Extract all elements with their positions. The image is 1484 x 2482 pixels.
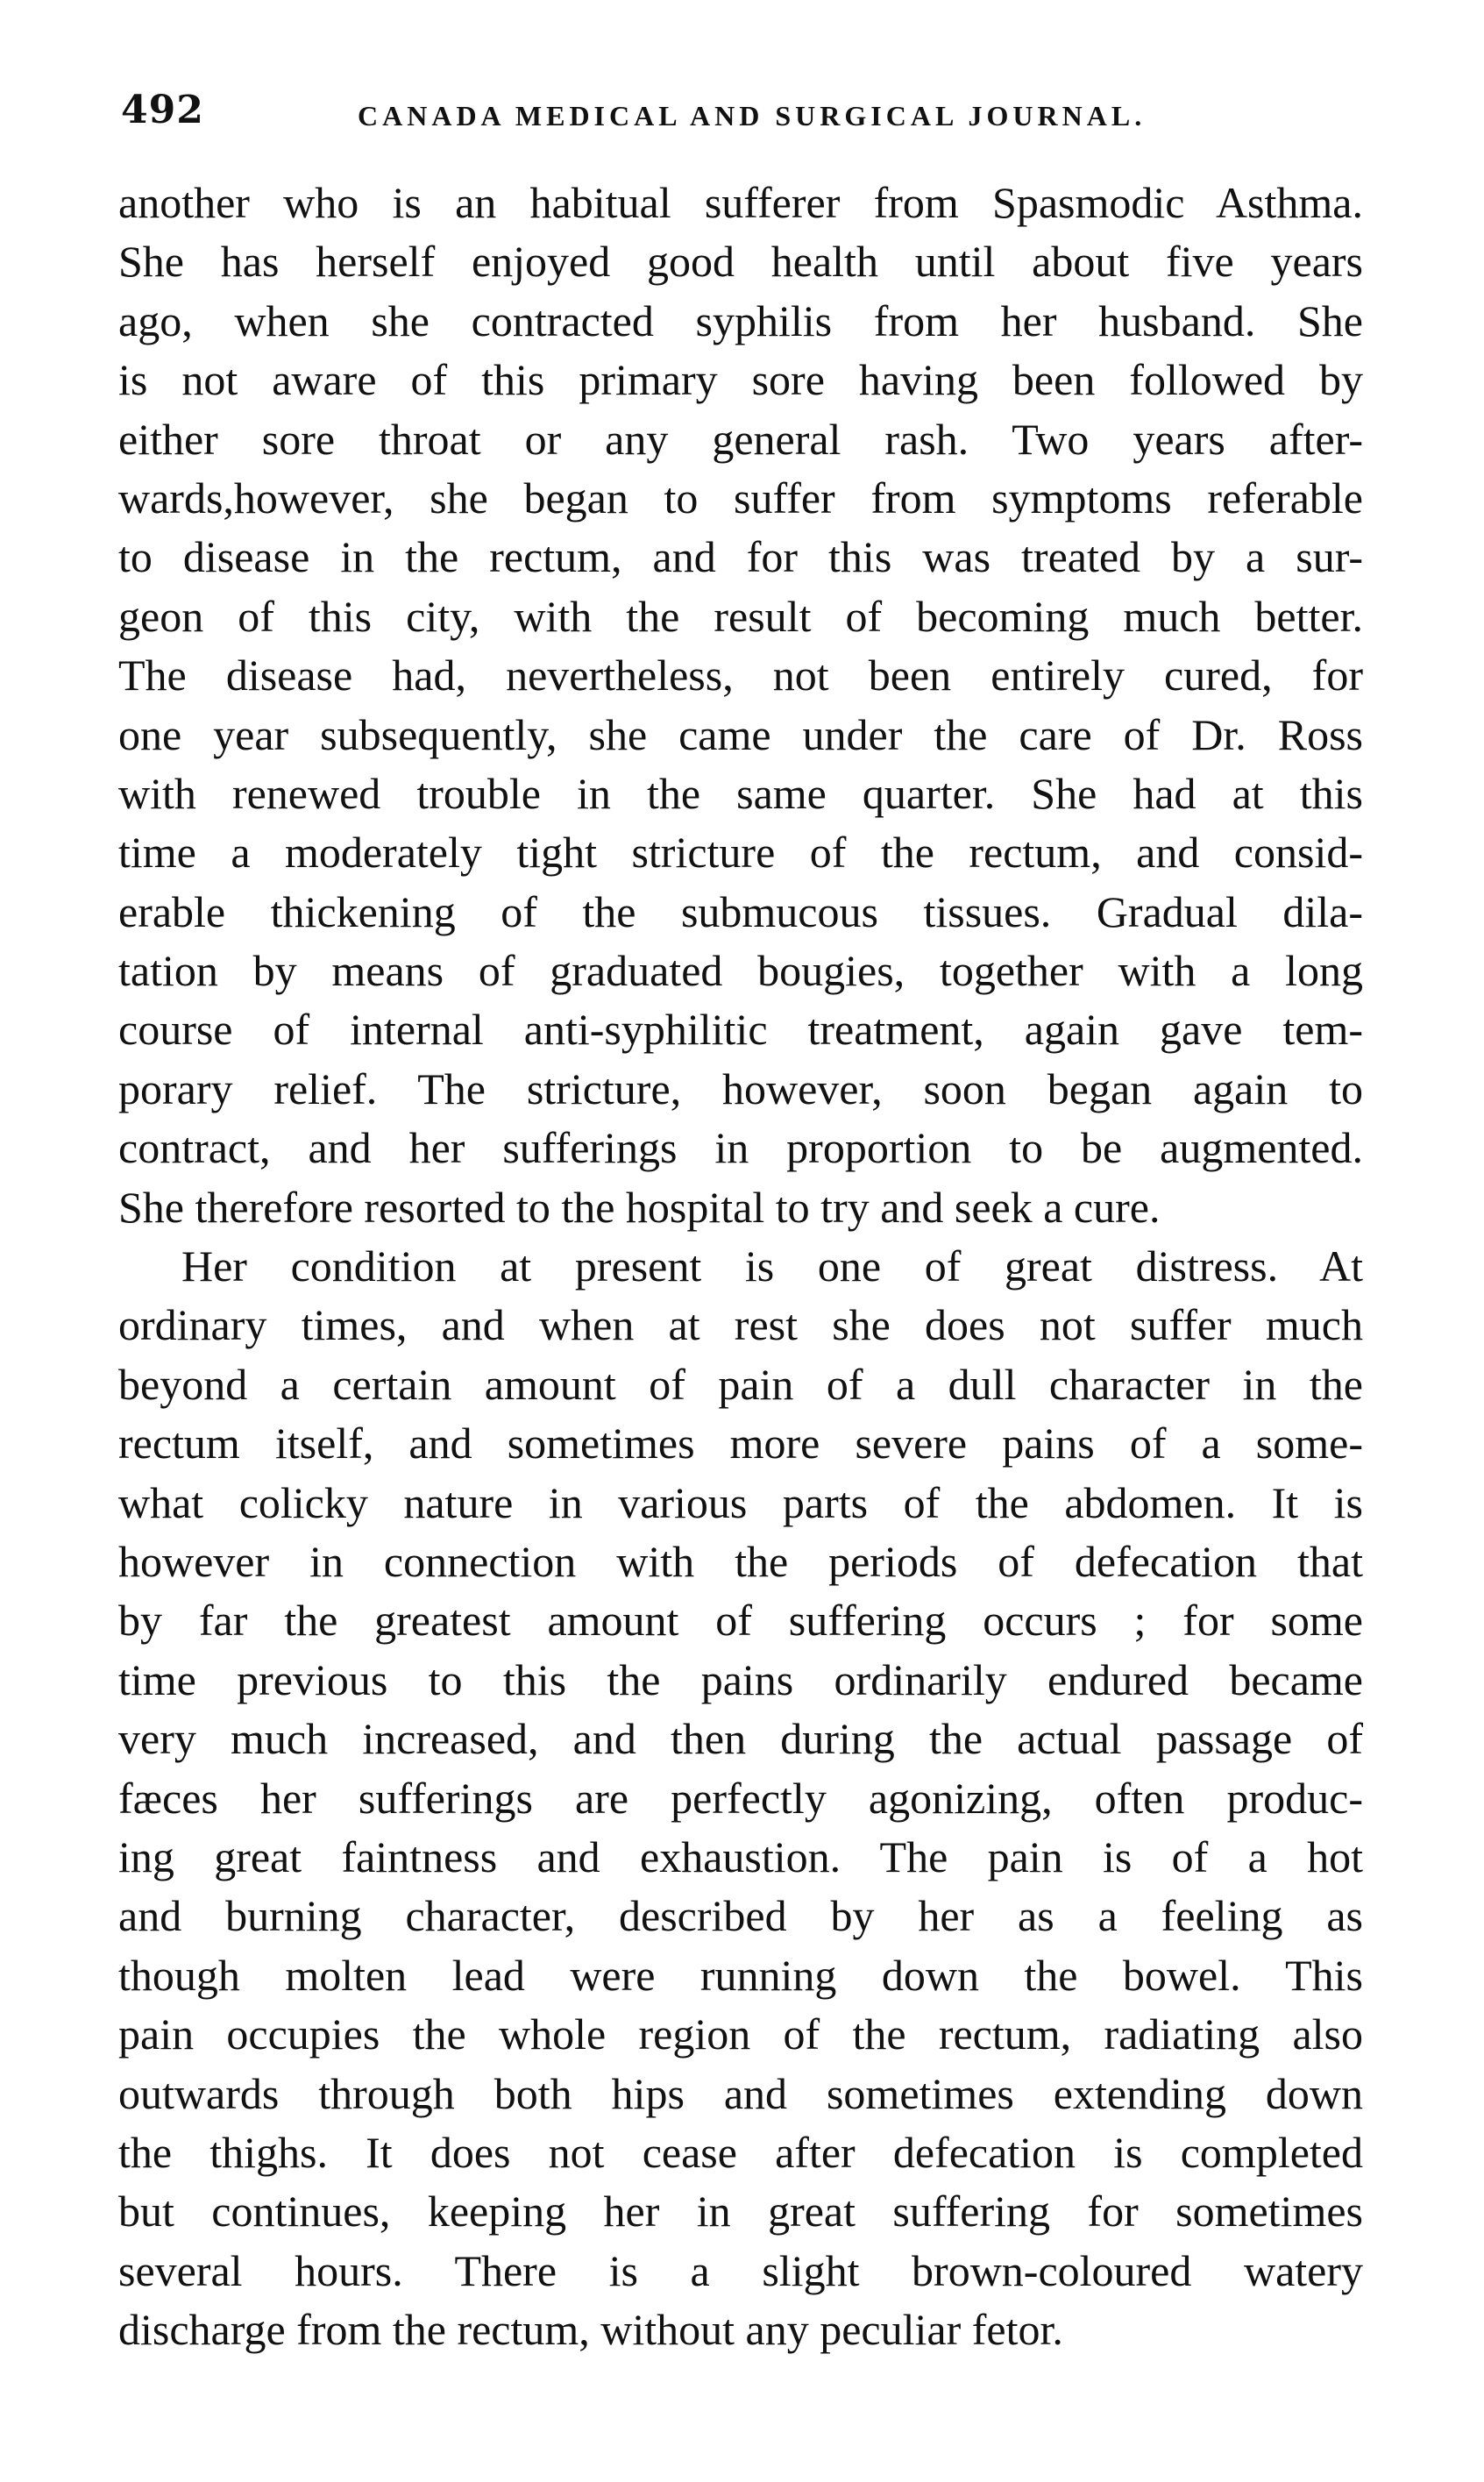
- text-line: erable thickening of the submucous tissues. Gradual dila-: [118, 886, 1363, 936]
- text-line: beyond a certain amount of pain of a dull character in the: [118, 1359, 1363, 1409]
- text-line: with renewed trouble in the same quarter. She had at this: [118, 768, 1363, 818]
- text-line: very much increased, and then during the actual passage of: [118, 1714, 1363, 1764]
- text-line: and burning character, described by her as a feeling as: [118, 1891, 1363, 1941]
- text-line: She therefore resorted to the hospital to try and seek a cure.: [118, 1182, 1161, 1232]
- text-line: outwards through both hips and sometimes extending down: [118, 2068, 1363, 2118]
- text-line: either sore throat or any general rash. Two years after-: [118, 414, 1363, 464]
- text-line: is not aware of this primary sore having been followed by: [118, 355, 1363, 405]
- text-line: to disease in the rectum, and for this was treated by a sur-: [118, 532, 1363, 582]
- paragraph: [118, 1237, 1363, 2359]
- text-line: porary relief. The stricture, however, soon began again to: [118, 1063, 1363, 1113]
- body-text: [118, 174, 1363, 2359]
- text-line: another who is an habitual sufferer from Spasmodic Asthma.: [118, 178, 1363, 227]
- text-line: by far the greatest amount of suffering occurs ; for some: [118, 1596, 1363, 1646]
- text-line: pain occupies the whole region of the rectum, radiating also: [118, 2009, 1363, 2059]
- text-line: tation by means of graduated bougies, together with a long: [118, 946, 1363, 996]
- text-line: discharge from the rectum, without any peculiar fetor.: [118, 2305, 1063, 2355]
- text-line: Her condition at present is one of great distress. At: [181, 1241, 1363, 1291]
- running-head: CANADA MEDICAL AND SURGICAL JOURNAL.: [358, 100, 1147, 132]
- text-line: time a moderately tight stricture of the rectum, and consid-: [118, 828, 1363, 878]
- text-line: course of internal anti-syphilitic treatment, again gave tem-: [118, 1005, 1363, 1055]
- page-header: [121, 88, 1366, 149]
- text-line: but continues, keeping her in great suffering for sometimes: [118, 2187, 1363, 2237]
- text-line: what colicky nature in various parts of the abdomen. It is: [118, 1477, 1363, 1527]
- text-line: fæces her sufferings are perfectly agonizing, often produc-: [118, 1773, 1363, 1823]
- text-line: ing great faintness and exhaustion. The pain is of a hot: [118, 1831, 1363, 1881]
- text-line: The disease had, nevertheless, not been entirely cured, for: [118, 651, 1363, 701]
- text-line: contract, and her sufferings in proportion to be augmented.: [118, 1123, 1363, 1173]
- text-line: one year subsequently, she came under the care of Dr. Ross: [118, 709, 1363, 759]
- text-line: the thighs. It does not cease after defecation is completed: [118, 2127, 1363, 2177]
- page-number: 492: [121, 88, 204, 132]
- text-line: ordinary times, and when at rest she does not suffer much: [118, 1300, 1363, 1350]
- text-line: several hours. There is a slight brown-coloured watery: [118, 2245, 1363, 2295]
- text-line: wards,however, she began to suffer from symptoms referable: [118, 473, 1363, 523]
- paragraph: [118, 174, 1363, 1237]
- text-line: ago, when she contracted syphilis from her husband. She: [118, 295, 1363, 345]
- text-line: She has herself enjoyed good health until about five years: [118, 237, 1363, 287]
- text-line: geon of this city, with the result of becoming much better.: [118, 591, 1363, 641]
- text-line: though molten lead were running down the bowel. This: [118, 1950, 1363, 2000]
- text-line: however in connection with the periods of defecation that: [118, 1536, 1363, 1586]
- paragraphs: [118, 174, 1363, 2359]
- text-line: time previous to this the pains ordinarily endured became: [118, 1654, 1363, 1704]
- text-line: rectum itself, and sometimes more severe pains of a some-: [118, 1419, 1363, 1469]
